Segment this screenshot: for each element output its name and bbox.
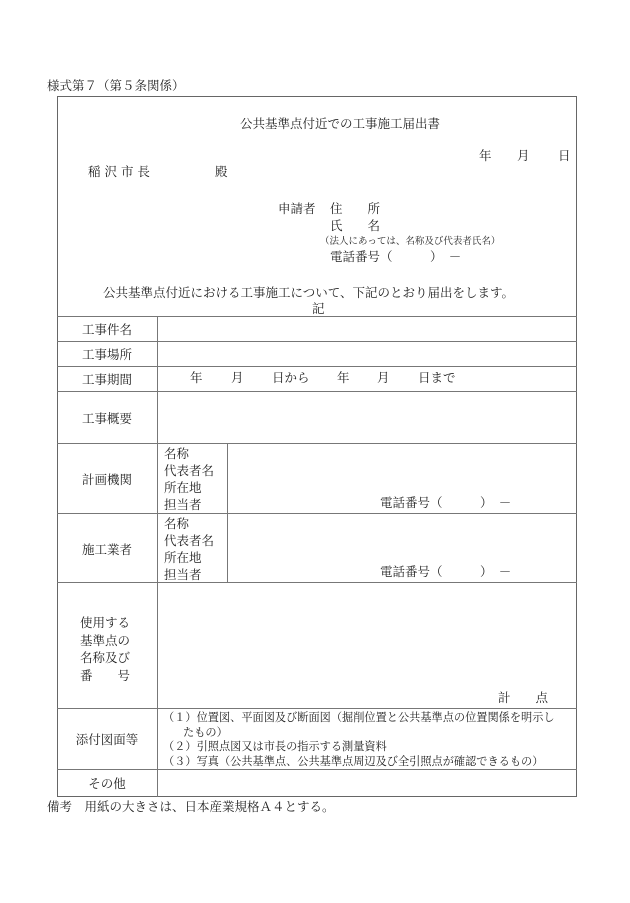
period-to: 日まで: [418, 370, 456, 385]
label-attachments: 添付図面等: [75, 732, 139, 747]
attachment-item: （３）写真（公共基準点、公共基準点周辺及び全引照点が確認できるもの）: [163, 754, 544, 768]
statement: 公共基準点付近における工事施工について、下記のとおり届出をします。: [103, 285, 515, 300]
applicant-phone: 電話番号（ ） －: [330, 249, 462, 264]
applicant-label: 申請者: [278, 201, 316, 216]
sub-field-name: 名称: [164, 446, 190, 461]
contractor-sub-fields: [164, 515, 214, 583]
sub-field-contact: 担当者: [164, 497, 202, 512]
benchmark-total: 計 点: [498, 690, 549, 705]
period-start-month: 月: [231, 370, 244, 385]
row-divider: [57, 708, 577, 709]
row-divider: [57, 443, 577, 444]
sub-field-location: 所在地: [164, 480, 202, 495]
addressee-name: 稲 沢 市 長: [88, 164, 150, 179]
row-divider: [57, 513, 577, 514]
row-divider: [57, 391, 577, 392]
row-divider: [57, 341, 577, 342]
row-divider: [57, 769, 577, 770]
sub-field-representative: 代表者名: [164, 533, 215, 548]
period-from: 日から: [272, 370, 310, 385]
form-number: 様式第７（第５条関係）: [47, 78, 185, 93]
row-divider: [57, 316, 577, 317]
period-start-year: 年: [190, 370, 203, 385]
benchmark-label-line: 基準点の: [80, 632, 131, 648]
applicant-name-label: 氏 名: [330, 218, 381, 233]
label-other: その他: [88, 776, 126, 791]
date-day: 日: [558, 148, 571, 163]
period-end-month: 月: [377, 370, 390, 385]
date-month: 月: [517, 148, 530, 163]
addressee-honorific: 殿: [215, 164, 228, 179]
label-contractor: 施工業者: [81, 542, 132, 557]
row-divider: [57, 366, 577, 367]
attachment-item: （１）位置図、平面図及び断面図（掘削位置と公共基準点の位置関係を明示し: [163, 711, 555, 724]
planning-sub-fields: [164, 445, 214, 513]
remarks: 備考 用紙の大きさは、日本産業規格Ａ４とする。: [47, 799, 335, 814]
benchmark-label-line: 使用する: [80, 615, 131, 630]
label-work-name: 工事件名: [81, 322, 132, 337]
sub-field-representative: 代表者名: [164, 463, 215, 478]
sub-field-name: 名称: [164, 516, 190, 531]
label-work-place: 工事場所: [81, 347, 132, 362]
applicant-note: （法人にあっては、名称及び代表者氏名）: [320, 236, 501, 247]
row-divider: [57, 582, 577, 583]
applicant-address-label: 住 所: [330, 201, 381, 216]
sub-field-contact: 担当者: [164, 567, 202, 582]
label-benchmark: [80, 614, 130, 684]
sub-field-location: 所在地: [164, 550, 202, 565]
label-planning-agency: 計画機関: [81, 472, 132, 487]
period-end-year: 年: [337, 370, 350, 385]
column-divider: [157, 316, 158, 797]
label-work-period: 工事期間: [81, 372, 132, 387]
ki-label: 記: [312, 301, 325, 316]
attachments-list: [163, 711, 555, 769]
benchmark-label-line: 番 号: [80, 667, 131, 683]
contractor-phone: 電話番号（ ） －: [380, 564, 512, 579]
attachment-item: （２）引照点図又は市長の指示する測量資料: [163, 740, 387, 753]
label-work-outline: 工事概要: [81, 411, 132, 426]
sub-column-divider: [227, 443, 228, 582]
attachment-item: たもの）: [183, 725, 228, 739]
planning-phone: 電話番号（ ） －: [380, 495, 512, 510]
date-year: 年: [479, 148, 492, 163]
form-title: 公共基準点付近での工事施工届出書: [240, 116, 441, 131]
benchmark-label-line: 名称及び: [80, 650, 131, 665]
